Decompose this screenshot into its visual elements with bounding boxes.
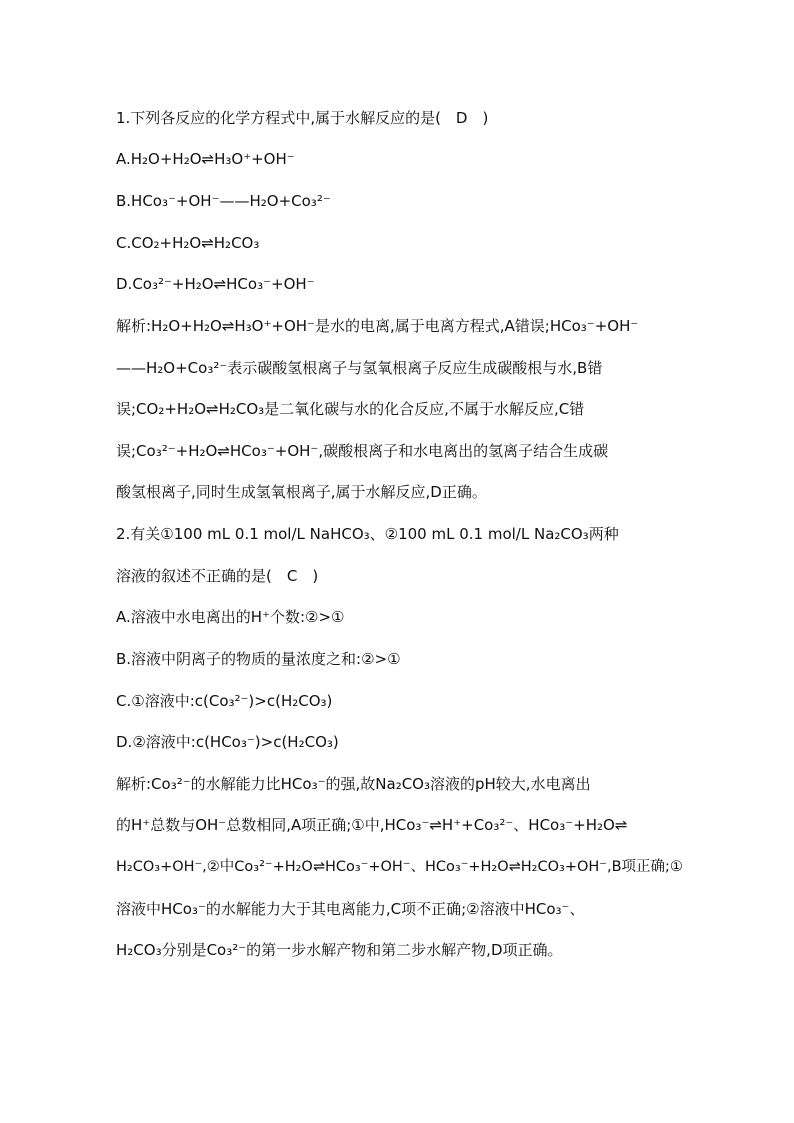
question-2-option-b: B.溶液中阴离子的物质的量浓度之和:②>①	[116, 650, 401, 668]
question-2-option-d: D.②溶液中:c(HCo₃⁻)>c(H₂CO₃)	[116, 733, 339, 751]
question-1-stem: 1.下列各反应的化学方程式中,属于水解反应的是( D )	[116, 109, 489, 127]
question-1-option-a: A.H₂O+H₂O⇌H₃O⁺+OH⁻	[116, 150, 295, 168]
question-2-explanation-line-5: H₂CO₃分别是Co₃²⁻的第一步水解产物和第二步水解产物,D项正确。	[116, 941, 563, 959]
question-1-explanation-line-1: 解析:H₂O+H₂O⇌H₃O⁺+OH⁻是水的电离,属于电离方程式,A错误;HCo₃⁻+OH⁻	[116, 317, 639, 335]
question-1-explanation-line-4: 误;Co₃²⁻+H₂O⇌HCo₃⁻+OH⁻,碳酸根离子和水电离出的氢离子结合生成碳	[116, 442, 609, 460]
question-2-option-a: A.溶液中水电离出的H⁺个数:②>①	[116, 608, 345, 626]
question-2-explanation-line-2: 的H⁺总数与OH⁻总数相同,A项正确;①中,HCo₃⁻⇌H⁺+Co₃²⁻、HCo₃⁻+H₂O⇌	[116, 816, 628, 834]
question-1-explanation-line-2: ——H₂O+Co₃²⁻表示碳酸氢根离子与氢氧根离子反应生成碳酸根与水,B错	[116, 359, 603, 377]
question-2-explanation-line-1: 解析:Co₃²⁻的水解能力比HCo₃⁻的强,故Na₂CO₃溶液的pH较大,水电离出	[116, 775, 591, 793]
question-2-explanation-line-4: 溶液中HCo₃⁻的水解能力大于其电离能力,C项不正确;②溶液中HCo₃⁻、	[116, 900, 585, 918]
question-2-stem-line-1: 2.有关①100 mL 0.1 mol/L NaHCO₃、②100 mL 0.1 mol/L Na₂CO₃两种	[116, 525, 619, 543]
question-2-explanation-line-3: H₂CO₃+OH⁻,②中Co₃²⁻+H₂O⇌HCo₃⁻+OH⁻、HCo₃⁻+H₂O⇌H₂CO₃+OH⁻,B项正确;①	[116, 859, 683, 875]
question-1-option-c: C.CO₂+H₂O⇌H₂CO₃	[116, 234, 260, 252]
question-1-explanation-line-5: 酸氢根离子,同时生成氢氧根离子,属于水解反应,D正确。	[116, 483, 487, 501]
question-1-option-b: B.HCo₃⁻+OH⁻——H₂O+Co₃²⁻	[116, 192, 331, 210]
question-2-option-c: C.①溶液中:c(Co₃²⁻)>c(H₂CO₃)	[116, 692, 333, 710]
question-1-explanation-line-3: 误;CO₂+H₂O⇌H₂CO₃是二氧化碳与水的化合反应,不属于水解反应,C错	[116, 400, 585, 418]
question-1-option-d: D.Co₃²⁻+H₂O⇌HCo₃⁻+OH⁻	[116, 275, 315, 293]
question-2-stem-line-2: 溶液的叙述不正确的是( C )	[116, 567, 319, 585]
